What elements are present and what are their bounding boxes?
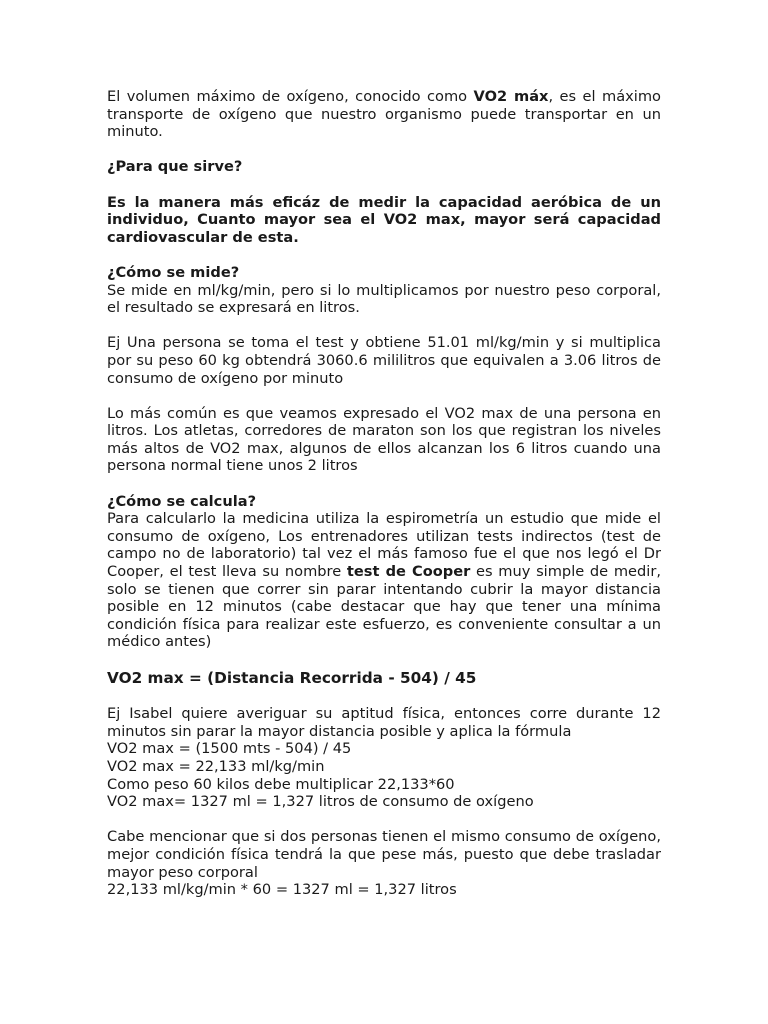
calc-line-4: VO2 max= 1327 ml = 1,327 litros de consumo de oxígeno bbox=[107, 793, 534, 811]
closing-paragraph bbox=[107, 828, 661, 898]
cooper-test-term: test de Cooper bbox=[346, 563, 471, 581]
calc-text-before: Para calcularlo la medicina utiliza la espirometría un estudio que mide el consumo de oxígeno, Los entrenadores utilizan tests indirectos (test de campo no de laboratorio) tal vez el más famoso fue el que nos legó el Dr Cooper, el test lleva su nombre bbox=[107, 510, 661, 581]
example2-intro: Ej Isabel quiere averiguar su aptitud física, entonces corre durante 12 minutos sin parar la mayor distancia posible y aplica la fórmula bbox=[107, 705, 661, 740]
calc-line-2: VO2 max = 22,133 ml/kg/min bbox=[107, 757, 325, 775]
document-page bbox=[107, 88, 661, 899]
intro-term: VO2 máx bbox=[473, 88, 549, 105]
closing-line: 22,133 ml/kg/min * 60 = 1327 ml = 1,327 litros bbox=[107, 881, 457, 899]
intro-text-before: El volumen máximo de oxígeno, conocido como bbox=[107, 88, 474, 105]
example-paragraph-1: Ej Una persona se toma el test y obtiene 51.01 ml/kg/min y si multiplica por su peso 60 kg obtendrá 3060.6 mililitros que equivalen a 3.06 litros de consumo de oxígeno por minuto bbox=[107, 334, 661, 387]
heading-como-se-mide: ¿Cómo se mide? bbox=[107, 263, 240, 281]
common-paragraph: Lo más común es que veamos expresado el VO2 max de una persona en litros. Los atletas, corredores de maraton son los que registran los niveles más altos de VO2 max, algunos de ellos alcanzan los 6 litros cuando una persona normal tiene unos 2 litros bbox=[107, 404, 661, 475]
answer-como-se-mide: Se mide en ml/kg/min, pero si lo multiplicamos por nuestro peso corporal, el resultado se expresará en litros. bbox=[107, 281, 661, 317]
heading-como-se-calcula: ¿Cómo se calcula? bbox=[107, 492, 257, 510]
formula: VO2 max = (Distancia Recorrida - 504) / 45 bbox=[107, 669, 477, 687]
answer-para-que-sirve: Es la manera más eficáz de medir la capacidad aeróbica de un individuo, Cuanto mayor sea el VO2 max, mayor será capacidad cardiovascular de esta. bbox=[107, 193, 661, 246]
calc-line-3: Como peso 60 kilos debe multiplicar 22,133*60 bbox=[107, 775, 455, 793]
calc-text-after: es muy simple de medir, solo se tienen que correr sin parar intentando cubrir la mayor distancia posible en 12 minutos (cabe destacar que hay que tener una mínima condición física para realizar este esfuerzo, es conveniente consultar a un médico antes) bbox=[107, 563, 661, 651]
answer-como-se-calcula bbox=[107, 510, 661, 651]
calc-line-1: VO2 max = (1500 mts - 504) / 45 bbox=[107, 740, 352, 758]
intro-paragraph bbox=[107, 88, 661, 141]
heading-para-que-sirve: ¿Para que sirve? bbox=[107, 158, 243, 176]
closing-text: Cabe mencionar que si dos personas tienen el mismo consumo de oxígeno, mejor condición física tendrá la que pese más, puesto que debe trasladar mayor peso corporal bbox=[107, 828, 661, 881]
example-paragraph-2 bbox=[107, 705, 661, 811]
intro-text-after: , es el máximo transporte de oxígeno que nuestro organismo puede transportar en un minuto. bbox=[107, 88, 661, 141]
